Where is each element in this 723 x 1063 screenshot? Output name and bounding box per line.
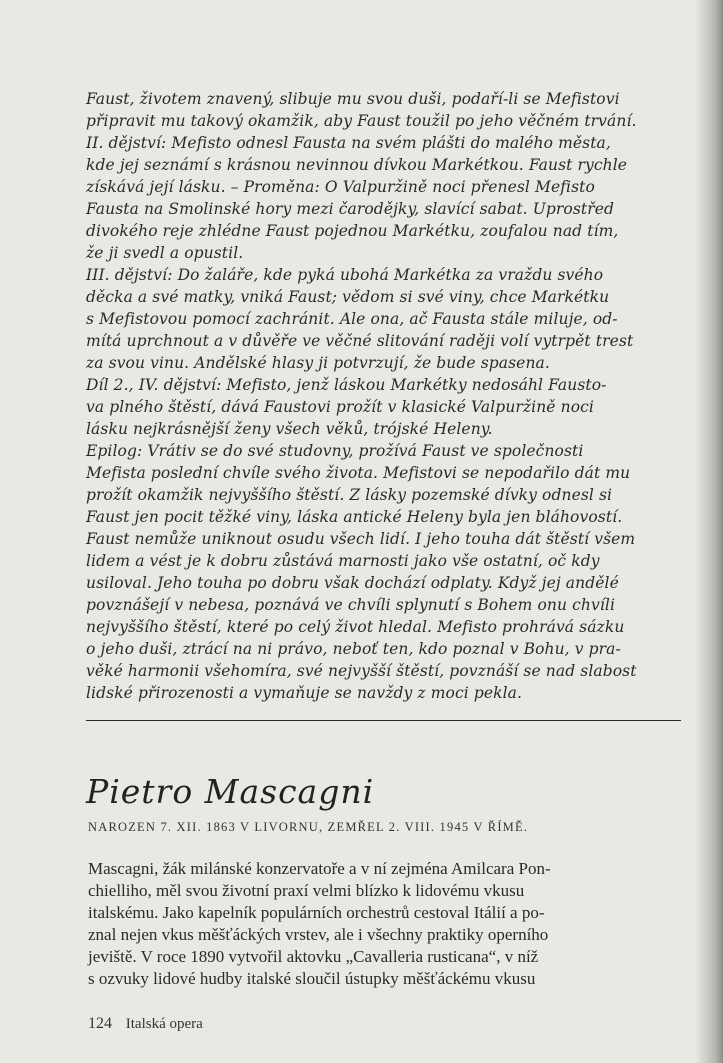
synopsis-line: va plného štěstí, dává Faustovi prožít v klasické Valpuržině noci <box>86 398 594 416</box>
synopsis-line: III. dějství: Do žaláře, kde pyká ubohá Markétka za vraždu svého <box>86 266 604 284</box>
synopsis-line: Epilog: Vrátiv se do své studovny, prožívá Faust ve společnosti <box>86 442 584 460</box>
page-number: 124 <box>88 1015 112 1032</box>
synopsis-line: povznášejí v nebesa, poznává ve chvíli splynutí s Bohem onu chvíli <box>86 596 616 614</box>
synopsis-line: lásku nejkrásnější ženy všech věků, trójské Heleny. <box>86 420 493 438</box>
page-edge-shadow <box>695 0 723 1063</box>
body-line: Mascagni, žák milánské konzervatoře a v ní zejména Amilcara Pon- <box>88 859 551 878</box>
synopsis-line: Faust, životem znavený, slibuje mu svou duši, podaří-li se Mefistovi <box>86 90 620 108</box>
body-line: chielliho, měl svou životní praxí velmi blízko k lidovému vkusu <box>88 881 525 900</box>
section-divider <box>86 720 681 721</box>
synopsis-line: připravit mu takový okamžik, aby Faust toužil po jeho věčném trvání. <box>86 112 637 130</box>
synopsis-line: Mefista poslední chvíle svého života. Mefistovi se nepodařilo dát mu <box>86 464 631 482</box>
synopsis-line: kde jej seznámí s krásnou nevinnou dívkou Markétkou. Faust rychle <box>86 156 628 174</box>
synopsis-line: Faust nemůže uniknout osudu všech lidí. I jeho touha dát štěstí všem <box>86 530 636 548</box>
synopsis-line: lidské přirozenosti a vymaňuje se navždy z moci pekla. <box>86 684 523 702</box>
synopsis-line: získává její lásku. – Proměna: O Valpuržině noci přenesl Mefisto <box>86 178 595 196</box>
synopsis-line: Fausta na Smolinské hory mezi čarodějky, slavící sabat. Uprostřed <box>86 200 615 218</box>
synopsis-line: věké harmonii všehomíra, své nejvyšší štěstí, povznáší se nad slabost <box>86 662 637 680</box>
body-line: s ozvuky lidové hudby italské sloučil ústupky měšťáckému vkusu <box>88 969 536 988</box>
synopsis-line: za svou vinu. Andělské hlasy ji potvrzují, že bude spasena. <box>86 354 550 372</box>
page-footer <box>88 1015 203 1033</box>
synopsis-line: že ji svedl a opustil. <box>86 244 244 262</box>
synopsis-line: prožít okamžik nejvyššího štěstí. Z lásky pozemské dívky odnesl si <box>86 486 613 504</box>
synopsis-line: divokého reje zhlédne Faust pojednou Markétku, zoufalou nad tím, <box>86 222 619 240</box>
synopsis-line: Díl 2., IV. dějství: Mefisto, jenž láskou Markétky nedosáhl Fausto- <box>86 376 607 394</box>
synopsis-line: lidem a vést je k dobru zůstává marnosti jako vše ostatní, oč kdy <box>86 552 600 570</box>
synopsis-line: usiloval. Jeho touha po dobru však dochází odplaty. Když jej andělé <box>86 574 619 592</box>
synopsis-line: II. dějství: Mefisto odnesl Fausta na svém plášti do malého města, <box>86 134 611 152</box>
synopsis-line: nejvyššího štěstí, které po celý život hledal. Mefisto prohrává sázku <box>86 618 625 636</box>
synopsis-line: mítá uprchnout a v důvěře ve věčné slitování raději volí vytrpět trest <box>86 332 634 350</box>
synopsis-line: děcka a své matky, vniká Faust; vědom si své viny, chce Markétku <box>86 288 610 306</box>
body-line: italskému. Jako kapelník populárních orchestrů cestoval Itálií a po- <box>88 903 545 922</box>
synopsis-line: s Mefistovou pomocí zachránit. Ale ona, ač Fausta stále miluje, od- <box>86 310 618 328</box>
body-line: znal nejen vkus měšťáckých vrstev, ale i všechny praktiky operního <box>88 925 549 944</box>
composer-heading: Pietro Mascagni <box>86 772 375 811</box>
running-section-title: Italská opera <box>125 1016 203 1032</box>
body-line: jeviště. V roce 1890 vytvořil aktovku „Cavalleria rusticana“, v níž <box>88 947 539 966</box>
synopsis-block <box>86 88 668 708</box>
synopsis-line: o jeho duši, ztrácí na ni právo, neboť ten, kdo poznal v Bohu, v pra- <box>86 640 621 658</box>
composer-bio-dates: NAROZEN 7. XII. 1863 V LIVORNU, ZEMŘEL 2. VIII. 1945 V ŘÍMĚ. <box>88 820 529 834</box>
synopsis-line: Faust jen pocit těžké viny, láska antické Heleny byla jen bláhovostí. <box>86 508 623 526</box>
